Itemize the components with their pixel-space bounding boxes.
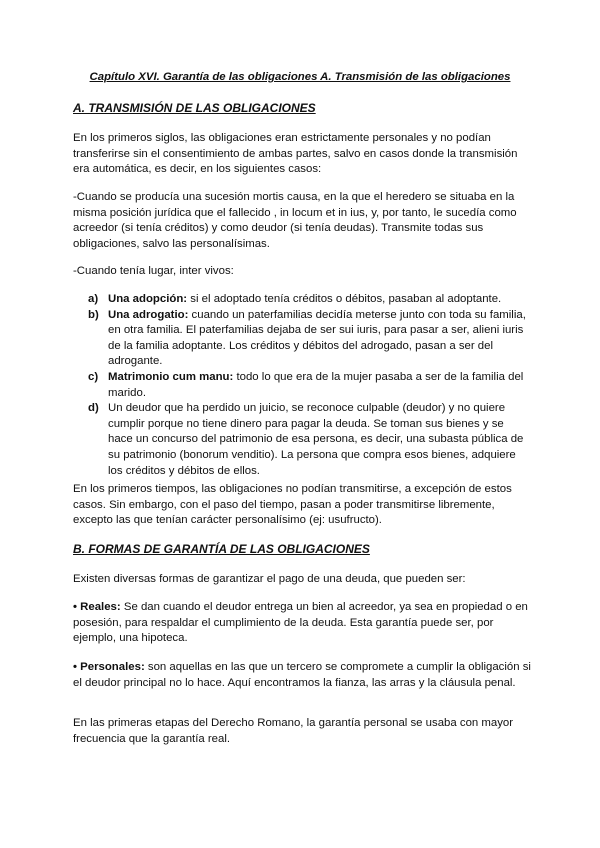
list-marker: c) [88, 370, 99, 383]
section-b-closing: En las primeras etapas del Derecho Romano, la garantía personal se usaba con mayor frecuencia que la garantía real. [73, 717, 514, 745]
reales-text: Se dan cuando el deudor entrega un bien al acreedor, ya sea en propiedad o en posesión, para respaldar el cumplimiento de la deuda. Esta garantía puede ser, por ejemplo, una hipoteca. [73, 601, 528, 645]
reales-paragraph [73, 600, 533, 647]
section-a-closing: En los primeros tiempos, las obligaciones no podían transmitirse, a excepción de estos casos. Sin embargo, con el paso del tiempo, pasan a poder transmitirse libremente, excepto las que tenían carácter personalísimo (ej: usufructo). [73, 483, 512, 527]
list-text: si el adoptado tenía créditos o débitos, pasaban al adoptante. [187, 293, 502, 305]
list-term: Matrimonio cum manu: [108, 370, 234, 383]
list-term: Una adrogatio: [108, 308, 189, 321]
mortis-causa-paragraph: -Cuando se producía una sucesión mortis causa, en la que el heredero se situaba en la misma posición jurídica que el fallecido , in locum et in ius, y, por tanto, le sucedía como acreedor (si tenía créditos) y como deudor (si tenía deudas). Transmite todas sus obligaciones, salvo las personalísimas. [73, 191, 517, 250]
section-b-heading: B. FORMAS DE GARANTÍA DE LAS OBLIGACIONES [73, 542, 370, 556]
list-marker: d) [88, 402, 99, 415]
list-item [88, 308, 528, 370]
section-b-intro: Existen diversas formas de garantizar el pago de una deuda, que pueden ser: [73, 573, 466, 585]
chapter-title: Capítulo XVI. Garantía de las obligaciones A. Transmisión de las obligaciones [89, 71, 511, 83]
list-text: cuando un paterfamilias decidía meterse junto con toda su familia, en otra familia. El paterfamilias dejaba de ser sui iuris, para pasar a ser, alieni iuris de la familia adoptante. Los créditos y débitos del adrogado, pasan a ser del adrogante. [108, 308, 526, 368]
section-a-heading: A. TRANSMISIÓN DE LAS OBLIGACIONES [73, 101, 316, 115]
reales-term: • Reales: [73, 601, 121, 613]
list-item [88, 292, 528, 308]
personales-paragraph [73, 660, 533, 691]
list-marker: b) [88, 308, 99, 321]
list-text: Un deudor que ha perdido un juicio, se reconoce culpable (deudor) y no quiere cumplir porque no tiene dinero para pagar la deuda. Se toman sus bienes y se hace un concurso del patrimonio de esa persona, es decir, una subasta pública de su patrimonio (bonorum venditio). La persona que compra esos bienes, adquiere los créditos y débitos de ellos. [108, 402, 524, 477]
inter-vivos-paragraph: -Cuando tenía lugar, inter vivos: [73, 265, 234, 277]
list-item [88, 370, 528, 401]
list-text: todo lo que era de la mujer pasaba a ser de la familia del marido. [108, 370, 524, 399]
list-marker: a) [88, 293, 99, 305]
list-item [88, 401, 528, 479]
list-term: Una adopción: [108, 293, 188, 305]
personales-term: • Personales: [73, 661, 145, 673]
section-a-intro: En los primeros siglos, las obligaciones eran estrictamente personales y no podían transferirse sin el consentimiento de ambas partes, salvo en casos donde la transmisión era automática, es decir, en los siguientes casos: [73, 132, 518, 176]
personales-text: son aquellas en las que un tercero se compromete a cumplir la obligación si el deudor principal no lo hace. Aquí encontramos la fianza, las arras y la cláusula penal. [73, 661, 531, 689]
inter-vivos-list [88, 292, 528, 479]
